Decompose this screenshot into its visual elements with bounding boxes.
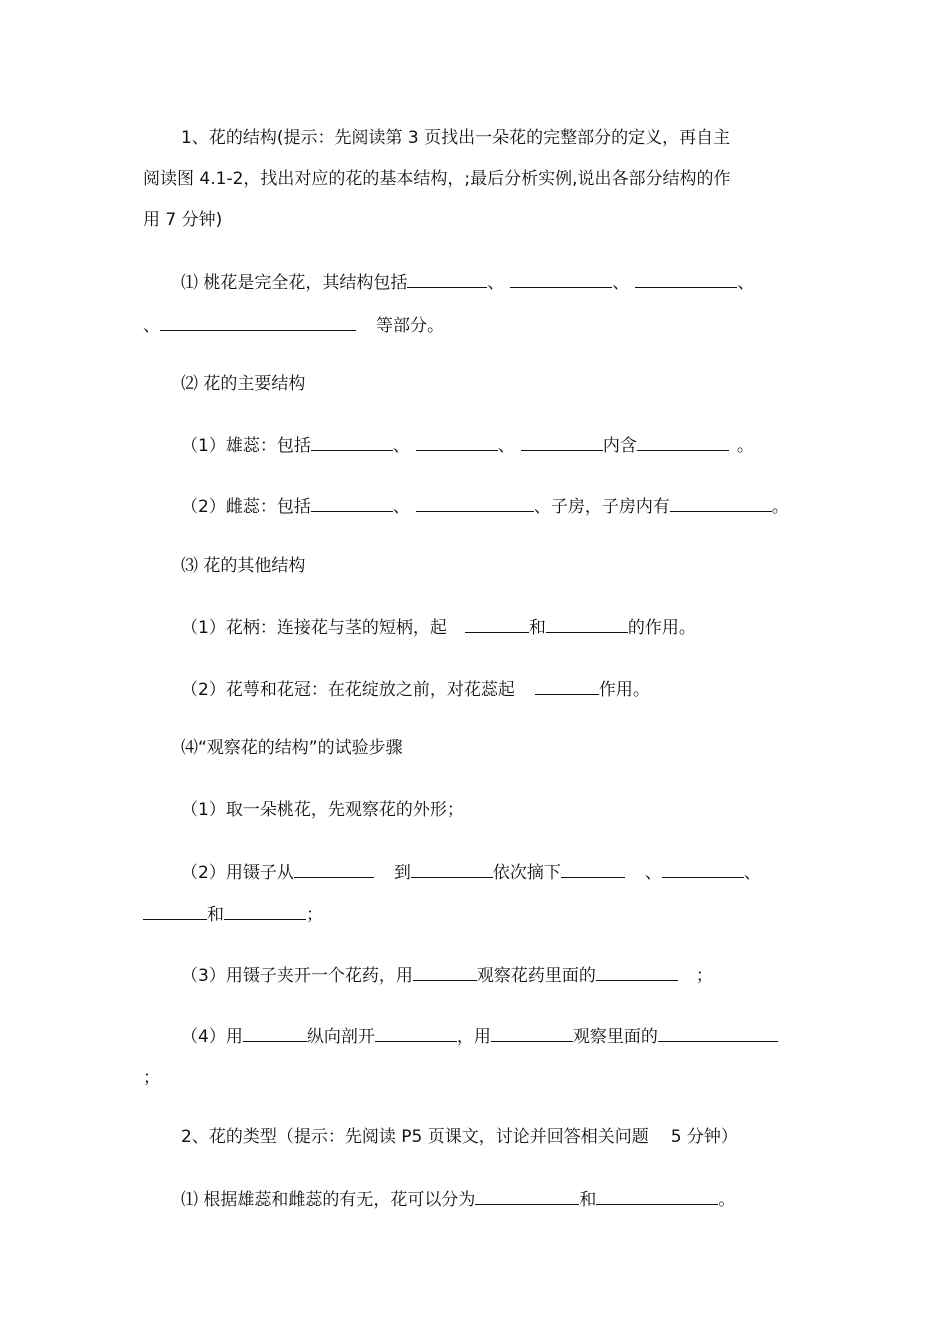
step3-observe: 观察花药里面的 bbox=[476, 966, 596, 986]
section1-heading-line2: 阅读图 4.1-2，找出对应的花的基本结构，;最后分析实例,说出各部分结构的作 bbox=[143, 169, 731, 189]
stamen-blank-2[interactable] bbox=[416, 433, 498, 451]
q4-step2-line2 bbox=[143, 902, 323, 926]
q4-step1: （1）取一朵桃花，先观察花的外形； bbox=[181, 800, 464, 820]
stamen-blank-3[interactable] bbox=[521, 433, 603, 451]
step2-end: ； bbox=[306, 905, 323, 925]
step2-prefix: （2）用镊子从 bbox=[181, 863, 294, 883]
pedicel-and: 和 bbox=[528, 618, 546, 638]
step4-use: ，用 bbox=[456, 1027, 491, 1047]
s2q1-blank-2[interactable] bbox=[596, 1187, 718, 1205]
q1-prefix: ⑴ 桃花是完全花，其结构包括 bbox=[181, 273, 408, 293]
step4-cut: 纵向剖开 bbox=[306, 1027, 375, 1047]
stamen-contains: 内含 bbox=[602, 436, 637, 456]
step2-blank-6[interactable] bbox=[224, 902, 306, 920]
stamen-sep: 、 bbox=[392, 436, 410, 456]
step3-end: ； bbox=[695, 966, 713, 986]
stamen-blank-1[interactable] bbox=[311, 433, 393, 451]
step2-and: 和 bbox=[207, 905, 224, 925]
step2-to: 到 bbox=[393, 863, 411, 883]
q3-calyx bbox=[181, 677, 650, 701]
step4-prefix: （4）用 bbox=[181, 1027, 243, 1047]
stamen-prefix: （1）雄蕊：包括 bbox=[181, 436, 311, 456]
pedicel-end: 的作用。 bbox=[627, 618, 696, 638]
step2-blank-3[interactable] bbox=[561, 860, 625, 878]
q4-step3 bbox=[181, 963, 713, 987]
calyx-blank[interactable] bbox=[535, 677, 599, 695]
section1-heading-line3: 用 7 分钟) bbox=[143, 210, 223, 230]
q4-title: ⑷“观察花的结构”的试验步骤 bbox=[181, 738, 403, 758]
pistil-blank-3[interactable] bbox=[670, 494, 772, 512]
s2q1-end: 。 bbox=[718, 1190, 736, 1210]
q3-title: ⑶ 花的其他结构 bbox=[181, 556, 306, 576]
section1-heading-line1: 1、花的结构(提示：先阅读第 3 页找出一朵花的完整部分的定义，再自主 bbox=[181, 128, 731, 148]
q3-pedicel bbox=[181, 615, 696, 639]
pistil-blank-2[interactable] bbox=[416, 494, 534, 512]
q1-suffix: 等部分。 bbox=[376, 316, 444, 336]
step4-blank-2[interactable] bbox=[375, 1024, 457, 1042]
step4-blank-1[interactable] bbox=[243, 1024, 307, 1042]
step4-blank-3[interactable] bbox=[491, 1024, 573, 1042]
step2-remove: 依次摘下 bbox=[492, 863, 561, 883]
q4-step2-line1 bbox=[181, 860, 761, 884]
q1-blank-4[interactable] bbox=[160, 313, 356, 331]
step2-sep: 、 bbox=[743, 863, 761, 883]
step4-end: ； bbox=[143, 1068, 160, 1088]
q1-line2-prefix: 、 bbox=[143, 316, 160, 336]
step4-observe: 观察里面的 bbox=[572, 1027, 658, 1047]
pedicel-blank-2[interactable] bbox=[546, 615, 628, 633]
q4-step4-line1 bbox=[181, 1024, 778, 1048]
pistil-sep: 、 bbox=[392, 497, 410, 517]
section2-title: 2、花的类型（提示：先阅读 P5 页课文，讨论并回答相关问题 bbox=[181, 1127, 649, 1147]
q1-line2 bbox=[143, 313, 444, 337]
q1-sep: 、 bbox=[487, 273, 505, 293]
calyx-end: 作用。 bbox=[598, 680, 650, 700]
s2q1-and: 和 bbox=[579, 1190, 597, 1210]
stamen-sep: 、 bbox=[497, 436, 515, 456]
step3-blank-2[interactable] bbox=[596, 963, 678, 981]
stamen-end: 。 bbox=[736, 436, 754, 456]
calyx-prefix: （2）花萼和花冠：在花绽放之前，对花蕊起 bbox=[181, 680, 515, 700]
q1-sep: 、 bbox=[737, 273, 755, 293]
step2-blank-2[interactable] bbox=[411, 860, 493, 878]
q2-pistil bbox=[181, 494, 789, 518]
s2q1-blank-1[interactable] bbox=[475, 1187, 579, 1205]
section2-heading bbox=[181, 1126, 738, 1148]
step3-prefix: （3）用镊子夹开一个花药，用 bbox=[181, 966, 413, 986]
step2-sep: 、 bbox=[644, 863, 662, 883]
step2-blank-5[interactable] bbox=[143, 902, 207, 920]
step2-blank-4[interactable] bbox=[662, 860, 744, 878]
pistil-end: 。 bbox=[771, 497, 789, 517]
pedicel-blank-1[interactable] bbox=[465, 615, 529, 633]
pistil-prefix: （2）雌蕊：包括 bbox=[181, 497, 311, 517]
pedicel-prefix: （1）花柄：连接花与茎的短柄，起 bbox=[181, 618, 447, 638]
step3-blank-1[interactable] bbox=[413, 963, 477, 981]
q2-stamen bbox=[181, 433, 754, 457]
pistil-ovary: 、子房，子房内有 bbox=[533, 497, 670, 517]
q1-blank-2[interactable] bbox=[510, 270, 612, 288]
q4-step4-line2 bbox=[143, 1067, 160, 1089]
pistil-blank-1[interactable] bbox=[311, 494, 393, 512]
q1-sep: 、 bbox=[612, 273, 630, 293]
step4-blank-4[interactable] bbox=[658, 1024, 778, 1042]
q1-blank-3[interactable] bbox=[635, 270, 737, 288]
q1-blank-1[interactable] bbox=[407, 270, 487, 288]
s2q1-prefix: ⑴ 根据雄蕊和雌蕊的有无，花可以分为 bbox=[181, 1190, 476, 1210]
section2-time: 5 分钟） bbox=[670, 1127, 738, 1147]
section2-q1 bbox=[181, 1187, 735, 1211]
q1-line1 bbox=[181, 270, 754, 294]
step2-blank-1[interactable] bbox=[294, 860, 374, 878]
q2-title: ⑵ 花的主要结构 bbox=[181, 374, 306, 394]
stamen-blank-4[interactable] bbox=[637, 433, 729, 451]
